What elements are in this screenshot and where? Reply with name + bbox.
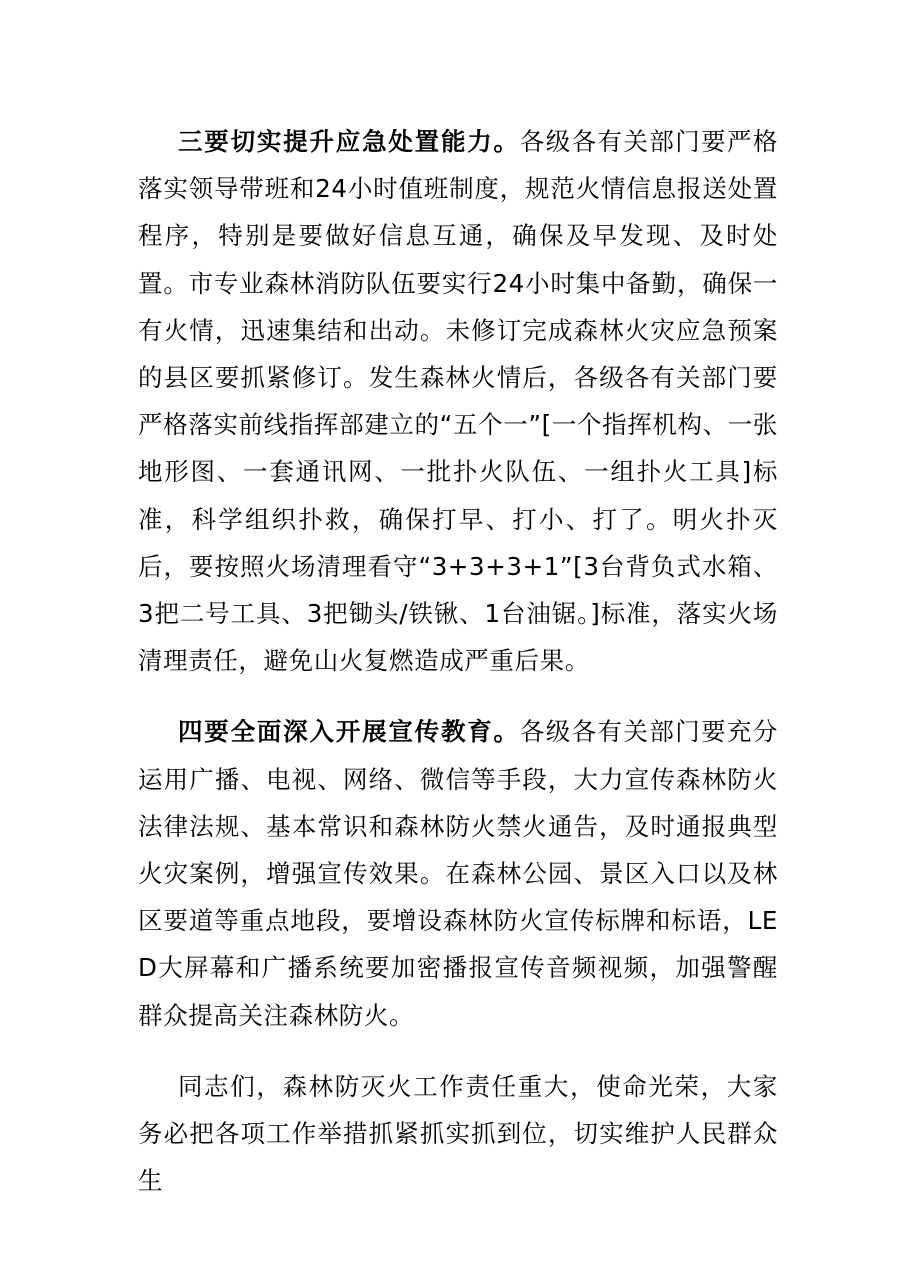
paragraph-closing [138, 1063, 778, 1205]
paragraph-heading: 四要全面深入开展宣传教育。 [178, 717, 520, 747]
paragraph-heading: 三要切实提升应急处置能力。 [178, 127, 520, 156]
paragraph-text: 同志们，森林防灭火工作责任重大，使命光荣，大家务必把各项工作举措抓紧抓实抓到位，切实维护人民群众生 [138, 1071, 778, 1196]
document-body [138, 118, 778, 1204]
paragraph-text: 各级各有关部门要严格落实领导带班和24小时值班制度，规范火情信息报送处置程序，特别是要做好信息互通，确保及早发现、及时处置。市专业森林消防队伍要实行24小时集中备勤，确保一有火情，迅速集结和出动。未修订完成森林火灾应急预案的县区要抓紧修订。发生森林火情后，各级各有关部门要严格落实前线指挥部建立的“五个一”[一个指挥机构、一张地形图、一套通讯网、一批扑火队伍、一组扑火工具]标准，科学组织扑救，确保打早、打小、打了。明火扑灭后，要按照火场清理看守“3+3+3+1”[3台背负式水箱、3把二号工具、3把锄头/铁锹、1台油锯。]标准，落实火场清理责任，避免山火复燃造成严重后果。 [138, 127, 779, 676]
paragraph-emergency-response [138, 118, 778, 684]
paragraph-text: 各级各有关部门要充分运用广播、电视、网络、微信等手段，大力宣传森林防火法律法规、基本常识和森林防火禁火通告，及时通报典型火灾案例，增强宣传效果。在森林公园、景区入口以及林区要道等重点地段，要增设森林防火宣传标牌和标语，LED大屏幕和广播系统要加密播报宣传音频视频，加强警醒群众提高关注森林防火。 [138, 717, 779, 1030]
paragraph-publicity-education [138, 708, 778, 1038]
